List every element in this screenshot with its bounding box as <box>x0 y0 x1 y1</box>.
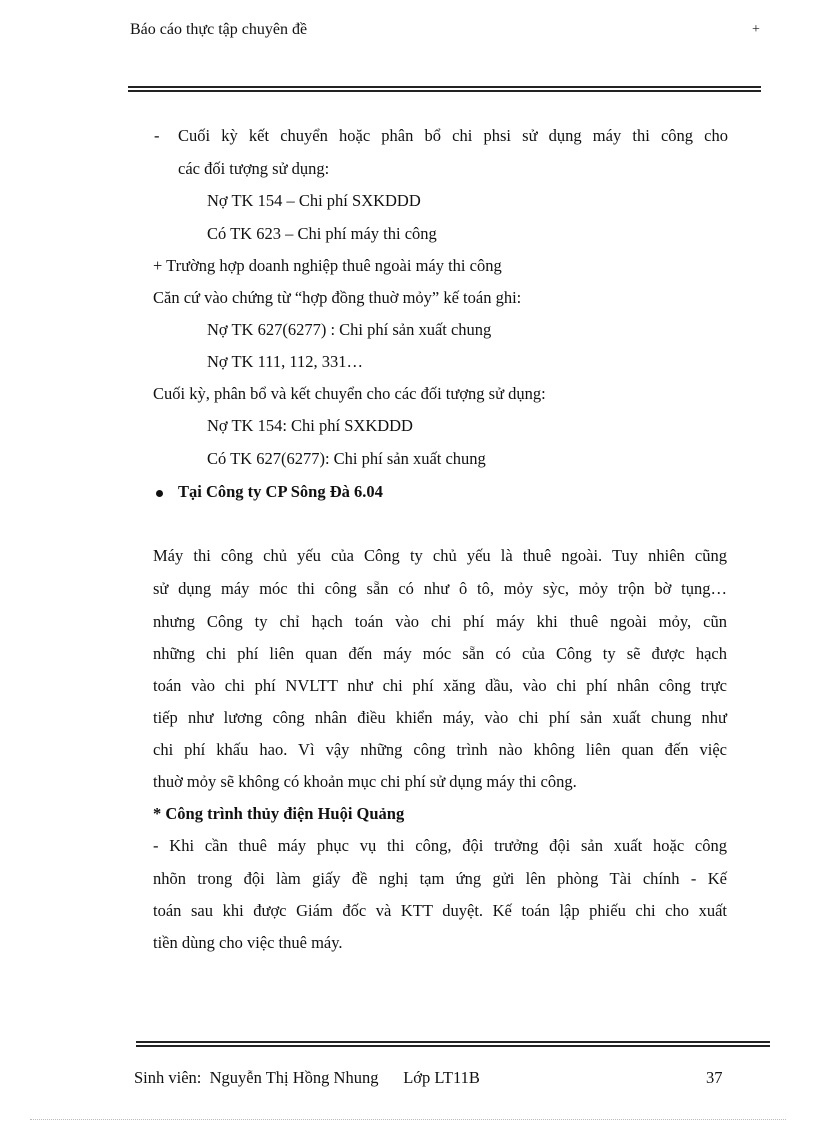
paragraph-line: thuờ mỏy sẽ không có khoản mục chi phí sử dụng máy thi công. <box>153 772 577 791</box>
footer-student: Sinh viên: Nguyễn Thị Hồng Nhung Lớp LT11B <box>134 1068 480 1087</box>
header-mark: + <box>752 22 760 37</box>
section-heading: * Công trình thủy điện Huội Quảng <box>153 804 405 823</box>
text-line: Có TK 627(6277): Chi phí sản xuất chung <box>207 449 486 468</box>
footer-rule <box>136 1041 770 1047</box>
paragraph-line: tiền dùng cho việc thuê máy. <box>153 933 343 952</box>
paragraph-line: những chi phí liên quan đến máy móc sẵn có của Công ty sẽ được hạch <box>153 644 727 663</box>
paragraph-line: - Khi cần thuê máy phục vụ thi công, đội trưởng đội sản xuất hoặc công <box>153 836 727 855</box>
text-line: các đối tượng sử dụng: <box>178 159 330 178</box>
list-dash: - <box>154 126 160 145</box>
paragraph-line: sử dụng máy móc thi công sẵn có như ô tô, mỏy sỳc, mỏy trộn bờ tụng… <box>153 579 727 598</box>
text-line: Căn cứ vào chứng từ “hợp đồng thuờ mỏy” kế toán ghi: <box>153 288 522 307</box>
text-line: Cuối kỳ, phân bổ và kết chuyển cho các đối tượng sử dụng: <box>153 384 546 403</box>
text-line: Nợ TK 627(6277) : Chi phí sản xuất chung <box>207 320 492 339</box>
page-edge-divider <box>30 1119 786 1120</box>
bullet-icon <box>156 490 163 497</box>
paragraph-line: tiếp như lương công nhân điều khiển máy, vào chi phí sản xuất chung như <box>153 708 727 727</box>
header-title: Báo cáo thực tập chuyên đề <box>130 21 308 38</box>
section-heading: Tại Công ty CP Sông Đà 6.04 <box>178 482 383 501</box>
text-line: Nợ TK 111, 112, 331… <box>207 352 364 371</box>
page-number: 37 <box>706 1068 723 1087</box>
text-line: Có TK 623 – Chi phí máy thi công <box>207 224 437 243</box>
paragraph-line: toán sau khi được Giám đốc và KTT duyệt. Kế toán lập phiếu chi cho xuất <box>153 901 727 920</box>
header-rule <box>128 86 761 92</box>
paragraph-line: nhõn trong đội làm giấy đề nghị tạm ứng gửi lên phòng Tài chính - Kế <box>153 869 727 888</box>
paragraph-line: toán vào chi phí NVLTT như chi phí xăng dầu, vào chi phí nhân công trực <box>153 676 727 695</box>
paragraph-line: Máy thi công chủ yếu của Công ty chủ yếu là thuê ngoài. Tuy nhiên cũng <box>153 546 727 565</box>
paragraph-line: nhưng Công ty chỉ hạch toán vào chi phí máy khi thuê ngoài mỏy, cũn <box>153 612 727 631</box>
text-line: + Trường hợp doanh nghiệp thuê ngoài máy thi công <box>153 256 502 275</box>
text-line: Nợ TK 154 – Chi phí SXKDDD <box>207 191 421 210</box>
text-line: Nợ TK 154: Chi phí SXKDDD <box>207 416 413 435</box>
paragraph-line: chi phí khấu hao. Vì vậy những công trình nào không liên quan đến việc <box>153 740 727 759</box>
text-line: Cuối kỳ kết chuyển hoặc phân bổ chi phsi sử dụng máy thi công cho <box>178 126 728 145</box>
